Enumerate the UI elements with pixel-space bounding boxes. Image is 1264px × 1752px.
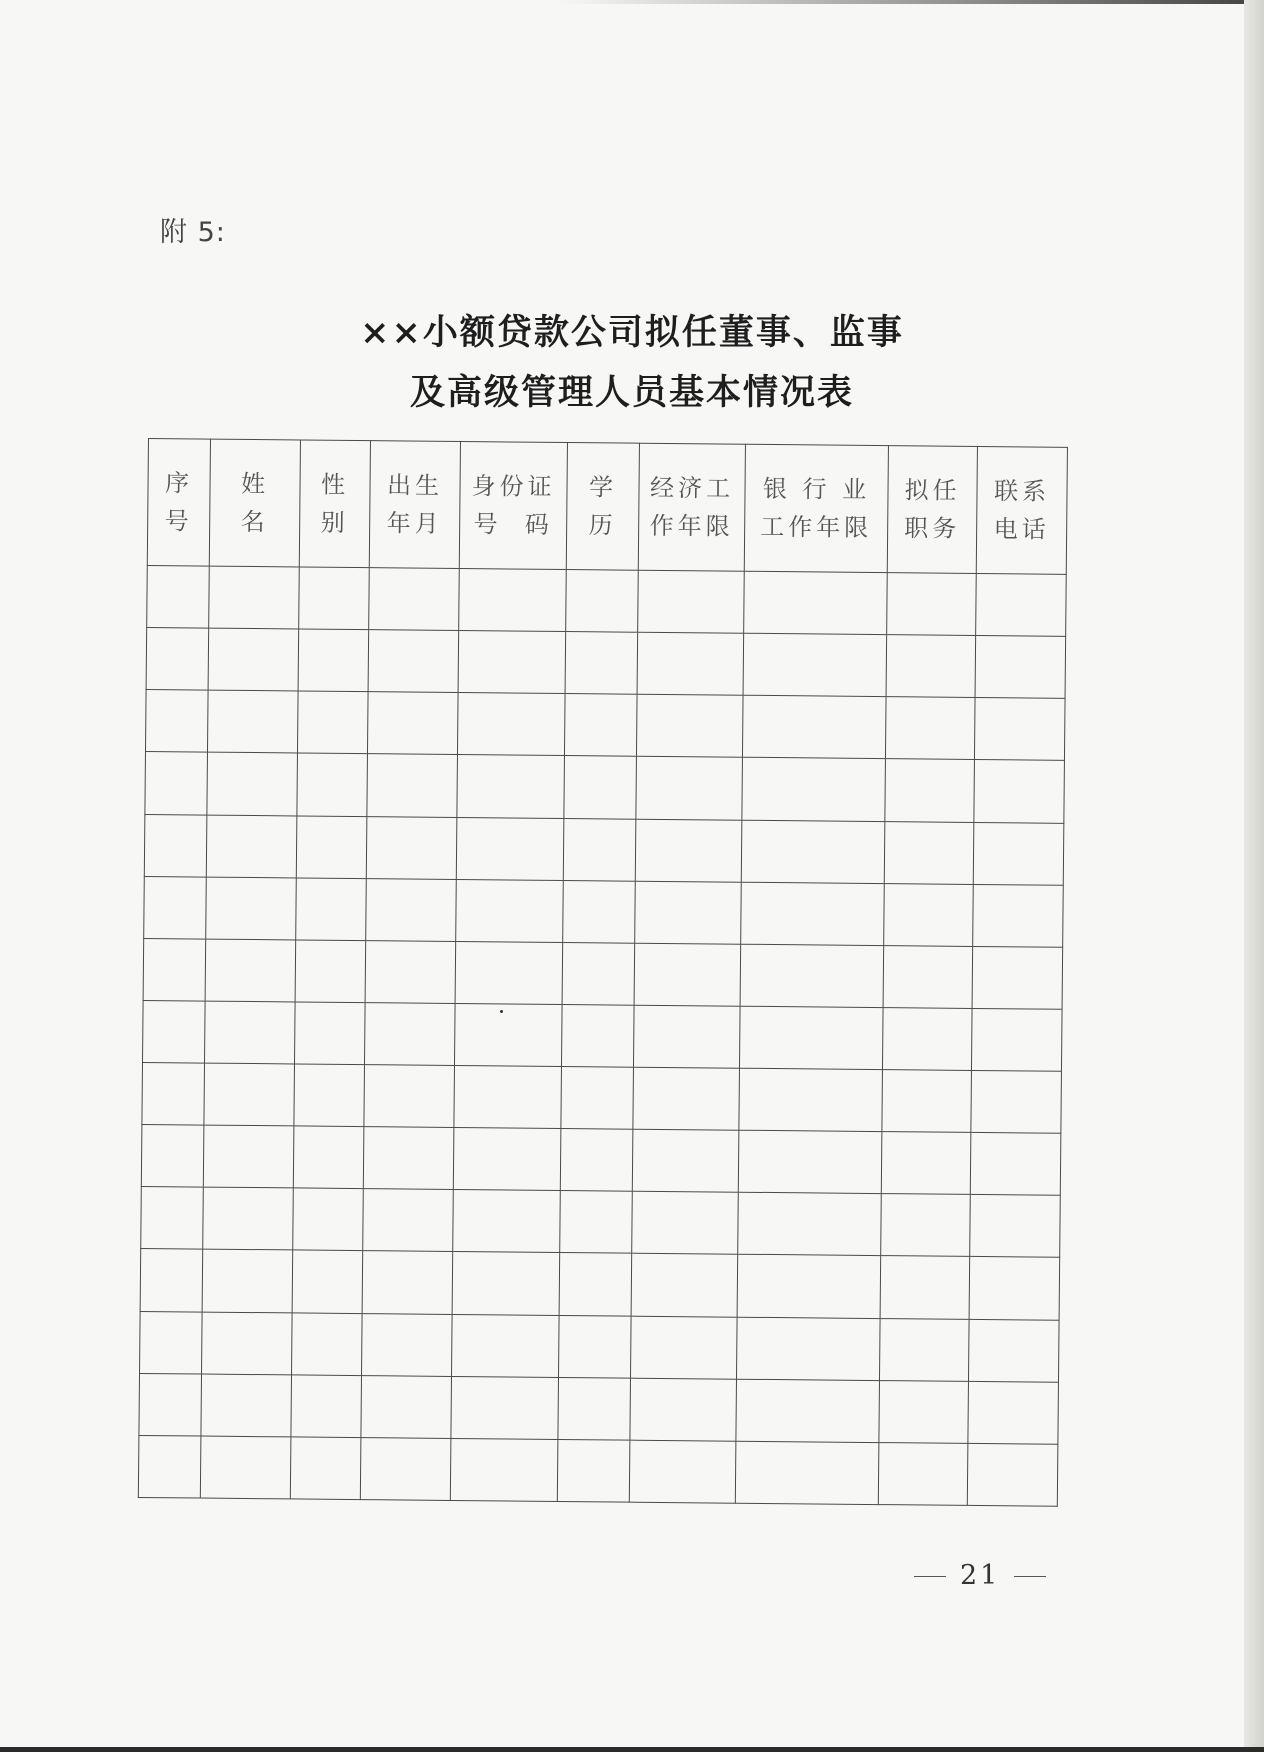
header-line: 号 码 [473, 510, 553, 539]
table-cell[interactable] [881, 1132, 971, 1195]
table-cell[interactable] [293, 1126, 364, 1189]
table-cell[interactable] [457, 755, 565, 818]
table-cell[interactable] [201, 1374, 292, 1437]
table-cell[interactable] [629, 1440, 736, 1503]
table-cell[interactable] [560, 1191, 633, 1254]
table-cell[interactable] [290, 1437, 361, 1500]
table-cell[interactable] [971, 1070, 1062, 1133]
table-row [147, 565, 1067, 636]
table-cell[interactable] [736, 1317, 880, 1380]
table-cell[interactable] [887, 573, 977, 636]
header-line: 工作年限 [760, 512, 873, 542]
table-cell[interactable] [882, 1007, 972, 1070]
table-cell[interactable] [203, 1187, 294, 1250]
table-cell[interactable] [635, 881, 742, 944]
header-line: 序 [164, 469, 194, 498]
table-cell[interactable] [559, 1315, 632, 1378]
table-cell[interactable] [369, 568, 460, 631]
table-cell[interactable] [363, 1127, 454, 1190]
info-form-table [138, 438, 1068, 1507]
table-cell[interactable] [740, 944, 884, 1007]
column-header-birth-date [369, 441, 460, 569]
table-cell[interactable] [566, 570, 639, 633]
table-cell[interactable] [879, 1318, 969, 1381]
page-number-dash-right [1014, 1576, 1046, 1578]
column-header-economic-work-years [638, 443, 745, 571]
table-cell[interactable] [975, 636, 1066, 699]
table-cell[interactable] [881, 1194, 971, 1257]
table-cell[interactable] [141, 1125, 204, 1188]
column-header-id-number [459, 441, 567, 569]
table-row [140, 1249, 1060, 1320]
table-cell[interactable] [634, 943, 741, 1006]
table-cell[interactable] [367, 754, 458, 817]
table-cell[interactable] [204, 1063, 295, 1126]
header-line: 出生 [386, 471, 444, 500]
table-cell[interactable] [565, 632, 638, 695]
table-header-row [147, 439, 1067, 575]
table-cell[interactable] [974, 760, 1065, 823]
header-line: 联系 [993, 477, 1051, 506]
table-cell[interactable] [291, 1375, 362, 1438]
table-cell[interactable] [630, 1378, 737, 1441]
table-cell[interactable] [296, 815, 367, 878]
table-cell[interactable] [879, 1380, 969, 1443]
table-cell[interactable] [744, 571, 888, 634]
table-cell[interactable] [458, 631, 566, 694]
table-cell[interactable] [967, 1443, 1058, 1506]
header-line: 别 [320, 508, 349, 537]
table-cell[interactable] [364, 1065, 455, 1128]
table-cell[interactable] [143, 1000, 206, 1063]
table-cell[interactable] [561, 1066, 634, 1129]
header-line: 经济工 [649, 473, 735, 503]
table-cell[interactable] [452, 1252, 560, 1315]
table-cell[interactable] [974, 698, 1065, 761]
table-cell[interactable] [973, 822, 1064, 885]
table-cell[interactable] [564, 694, 637, 757]
table-cell[interactable] [297, 691, 368, 754]
column-header-banking-work-years [744, 444, 888, 572]
scan-speck [500, 1010, 503, 1013]
table-cell[interactable] [884, 883, 974, 946]
table-cell[interactable] [562, 942, 635, 1005]
table-cell[interactable] [296, 878, 367, 941]
table-cell[interactable] [971, 1008, 1062, 1071]
table-cell[interactable] [453, 1128, 561, 1191]
table-cell[interactable] [737, 1255, 881, 1318]
table-cell[interactable] [557, 1439, 630, 1502]
table-cell[interactable] [456, 879, 564, 942]
table-cell[interactable] [456, 817, 564, 880]
table-row [138, 1435, 1058, 1506]
table-body [138, 565, 1066, 1506]
table-cell[interactable] [209, 566, 300, 629]
table-cell[interactable] [883, 945, 973, 1008]
table-cell[interactable] [206, 815, 297, 878]
table-cell[interactable] [206, 877, 297, 940]
table-cell[interactable] [457, 693, 565, 756]
table-cell[interactable] [293, 1188, 364, 1251]
table-cell[interactable] [147, 565, 210, 628]
table-row [142, 1062, 1062, 1133]
table-cell[interactable] [972, 946, 1063, 1009]
column-header-gender [299, 440, 370, 568]
table-cell[interactable] [633, 1067, 740, 1130]
table-cell[interactable] [292, 1250, 363, 1313]
table-cell[interactable] [367, 692, 458, 755]
table-cell[interactable] [455, 941, 563, 1004]
column-header-contact-phone [976, 446, 1067, 574]
column-header-proposed-position [887, 446, 977, 574]
header-line: 银 行 业 [762, 474, 871, 504]
header-line: 年月 [386, 509, 443, 538]
table-cell[interactable] [885, 759, 975, 822]
table-cell[interactable] [205, 939, 296, 1002]
scan-edge-right [1244, 0, 1264, 1752]
table-cell[interactable] [742, 695, 886, 758]
table-row [141, 1125, 1061, 1196]
table-cell[interactable] [141, 1187, 204, 1250]
header-line: 性 [320, 470, 350, 499]
page-number-dash-left [914, 1576, 946, 1578]
table-cell[interactable] [294, 1064, 365, 1127]
document-title-line-2: 及高级管理人员基本情况表 [409, 372, 854, 413]
table-cell[interactable] [208, 628, 299, 691]
table-cell[interactable] [970, 1133, 1061, 1196]
table-cell[interactable] [138, 1435, 201, 1498]
table-cell[interactable] [362, 1313, 453, 1376]
table-cell[interactable] [143, 938, 206, 1001]
table-cell[interactable] [741, 820, 885, 883]
page-number-value: 21 [960, 1560, 1001, 1591]
table-cell[interactable] [145, 752, 208, 815]
table-cell[interactable] [968, 1319, 1059, 1382]
table-cell[interactable] [146, 628, 209, 691]
table-cell[interactable] [295, 940, 366, 1003]
table-cell[interactable] [360, 1437, 451, 1500]
table-cell[interactable] [454, 1065, 562, 1128]
table-cell[interactable] [202, 1312, 293, 1375]
column-header-education [566, 443, 639, 571]
table-cell[interactable] [976, 573, 1067, 636]
table-row [146, 628, 1066, 699]
header-line: 历 [588, 511, 617, 540]
table-cell[interactable] [144, 876, 207, 939]
table-cell[interactable] [298, 629, 369, 692]
table-cell[interactable] [299, 567, 370, 630]
table-cell[interactable] [451, 1376, 559, 1439]
table-cell[interactable] [560, 1129, 633, 1192]
table-cell[interactable] [631, 1254, 738, 1317]
table-cell[interactable] [454, 1003, 562, 1066]
table-cell[interactable] [452, 1314, 560, 1377]
table-row [143, 938, 1063, 1009]
header-line: 作年限 [649, 511, 734, 541]
table-cell[interactable] [970, 1195, 1061, 1258]
table-cell[interactable] [635, 819, 742, 882]
table-cell[interactable] [886, 635, 976, 698]
header-line: 姓 [240, 469, 270, 499]
table-cell[interactable] [885, 697, 975, 760]
table-cell[interactable] [200, 1436, 291, 1499]
table-cell[interactable] [636, 757, 743, 820]
table-cell[interactable] [140, 1249, 203, 1312]
table-cell[interactable] [364, 1002, 455, 1065]
table-cell[interactable] [368, 630, 459, 693]
table-cell[interactable] [969, 1257, 1060, 1320]
table-row [140, 1311, 1060, 1382]
table-cell[interactable] [636, 694, 743, 757]
table-cell[interactable] [453, 1190, 561, 1253]
table-row [144, 814, 1064, 885]
table-cell[interactable] [559, 1253, 632, 1316]
table-row [143, 1000, 1063, 1071]
table-cell[interactable] [738, 1192, 882, 1255]
table-cell[interactable] [741, 882, 885, 945]
table-cell[interactable] [563, 818, 636, 881]
table-cell[interactable] [631, 1316, 738, 1379]
table-cell[interactable] [736, 1379, 880, 1442]
header-line: 职务 [904, 514, 961, 543]
table-cell[interactable] [564, 756, 637, 819]
header-line: 电话 [993, 515, 1050, 544]
table-cell[interactable] [297, 753, 368, 816]
header-line: 号 [164, 507, 193, 536]
table-cell[interactable] [207, 690, 298, 753]
table-cell[interactable] [366, 878, 457, 941]
table-cell[interactable] [205, 1001, 296, 1064]
table-cell[interactable] [739, 1006, 883, 1069]
table-cell[interactable] [735, 1441, 879, 1505]
table-cell[interactable] [144, 814, 207, 877]
table-cell[interactable] [292, 1312, 363, 1375]
header-line: 学 [588, 473, 618, 502]
header-line: 名 [240, 507, 269, 537]
table-cell[interactable] [145, 690, 208, 753]
table-row [144, 876, 1064, 947]
table-cell[interactable] [459, 568, 567, 631]
document-title-line-1: ××小额贷款公司拟任董事、监事 [360, 312, 904, 353]
table-cell[interactable] [637, 632, 744, 695]
table-row [139, 1373, 1059, 1444]
table-cell[interactable] [638, 570, 745, 633]
page-number [900, 1560, 1060, 1591]
table-cell[interactable] [968, 1381, 1059, 1444]
table-row [141, 1187, 1061, 1258]
table-cell[interactable] [361, 1375, 452, 1438]
table-cell[interactable] [739, 1068, 883, 1131]
table-row [145, 752, 1065, 823]
table-row [145, 690, 1065, 761]
column-header-serial [147, 439, 210, 567]
table-cell[interactable] [884, 821, 974, 884]
table-cell[interactable] [563, 880, 636, 943]
table-cell[interactable] [140, 1311, 203, 1374]
table-cell[interactable] [633, 1005, 740, 1068]
scan-edge-bottom [0, 1747, 1264, 1752]
table-cell[interactable] [294, 1002, 365, 1065]
table-cell[interactable] [203, 1125, 294, 1188]
table-cell[interactable] [878, 1442, 968, 1505]
attachment-label: 附 5: [160, 217, 226, 248]
table-cell[interactable] [558, 1377, 631, 1440]
column-header-name [209, 439, 300, 567]
table-cell[interactable] [363, 1189, 454, 1252]
table-cell[interactable] [142, 1062, 205, 1125]
table-cell[interactable] [880, 1256, 970, 1319]
table-cell[interactable] [742, 758, 886, 821]
table-cell[interactable] [207, 752, 298, 815]
table-cell[interactable] [973, 884, 1064, 947]
header-line: 拟任 [904, 476, 961, 505]
scan-edge-top [560, 0, 1250, 4]
table-cell[interactable] [632, 1191, 739, 1254]
table-cell[interactable] [362, 1251, 453, 1314]
table-cell[interactable] [882, 1070, 972, 1133]
header-line: 身份证 [471, 472, 556, 501]
table-cell[interactable] [366, 816, 457, 879]
table-cell[interactable] [561, 1004, 634, 1067]
table-cell[interactable] [632, 1129, 739, 1192]
table-cell[interactable] [365, 940, 456, 1003]
table-cell[interactable] [738, 1130, 882, 1193]
table-cell[interactable] [139, 1373, 202, 1436]
table-cell[interactable] [743, 633, 887, 696]
table-cell[interactable] [202, 1249, 293, 1312]
table-cell[interactable] [450, 1438, 558, 1501]
